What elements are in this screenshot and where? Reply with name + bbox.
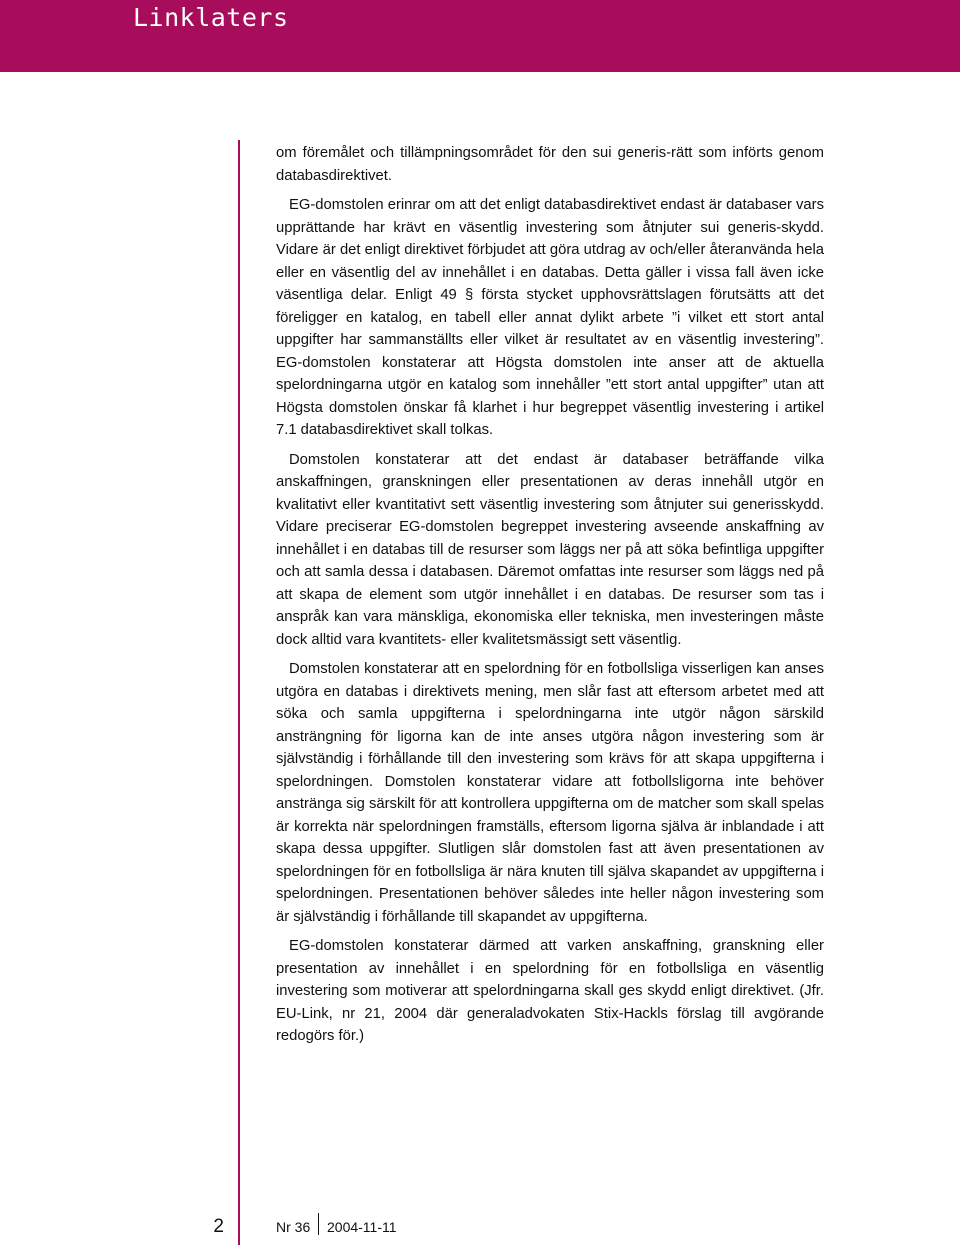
page-number: 2: [213, 1216, 224, 1237]
article-body: [276, 142, 824, 1055]
issue-number: Nr 36: [276, 1219, 311, 1235]
paragraph-3: Domstolen konstaterar att det endast är databaser beträffande vilka anskaffningen, granskningen eller presentationen av deras innehåll utgör en kvalitativt eller kvantitativt sett väsentlig investering som åtnjuter sui generisskydd. Vidare preciserar EG-domstolen begreppet investering avseende anskaffning av innehållet i en databas till de resurser som läggs ner på att söka befintliga uppgifter och att samla dessa i databasen. Däremot omfattas inte resurser som läggs ned på att skapa de element som utgör innehållet i en databas. De resurser som tas i anspråk kan vara mänskliga, ekonomiska eller tekniska, men investeringen måste dock alltid vara kvantitets- eller kvalitetsmässigt sett väsentlig.: [276, 451, 824, 648]
paragraph-5: EG-domstolen konstaterar därmed att varken anskaffning, granskning eller presentation av innehållet i en spelordning för en fotbollsliga en väsentlig investering som motiverar att spelordningarna skall ges skydd enligt direktivet. (Jfr. EU-Link, nr 21, 2004 där generaladvokaten Stix-Hackls förslag till avgörande redogörs för.): [276, 938, 824, 1044]
paragraph-4: Domstolen konstaterar att en spelordning för en fotbollsliga visserligen kan anses utgöra en databas i direktivets mening, men slår fast att eftersom arbetet med att söka och samla uppgifterna i spelordningarna inte utgör någon särskild ansträngning för ligorna kan de inte anses utgöra någon investering som är självständig i förhållande till den investering som krävs för att skapa uppgifterna i spelordningen. Domstolen konstaterar vidare att fotbollsligorna inte behöver anstränga sig särskilt för att kontrollera uppgifterna om de matcher som skall spelas är korrekta när spelordningen framställs, eftersom ligorna själva är inblandade i att skapa dessa uppgifter. Slutligen slår domstolen fast att även presentationen av spelordningen för en fotbollsliga är nära knuten till själva skapandet av uppgifterna i spelordningen. Presentationen behöver således inte heller någon investering som är självständig i förhållande till skapandet av uppgifterna.: [276, 661, 824, 925]
paragraph-1: om föremålet och tillämpningsområdet för den sui generis-rätt som införts genom databasdirektivet.: [276, 145, 824, 184]
header-band: [0, 0, 960, 72]
issue-date: 2004-11-11: [327, 1219, 397, 1235]
footer-divider: [318, 1213, 319, 1235]
brand-logo: Linklaters: [133, 3, 289, 32]
margin-rule: [238, 140, 240, 1245]
paragraph-2: EG-domstolen erinrar om att det enligt databasdirektivet endast är databaser vars upprättande har krävt en väsentlig investering som åtnjuter sui generis-skydd. Vidare är det enligt direktivet förbjudet att göra utdrag av och/eller återanvända hela eller en väsentlig del av innehållet i en databas. Detta gäller i vissa fall även icke väsentliga delar. Enligt 49 § första stycket upphovsrättslagen förutsätts att det föreligger en katalog, en tabell eller annat dylikt arbete ”i vilket ett stort antal uppgifter har sammanställts eller vilket är resultatet av en väsentlig investering”. EG-domstolen konstaterar att Högsta domstolen inte anser att de aktuella spelordningarna utgör en katalog som innehåller ”ett stort antal uppgifter” utan att Högsta domstolen önskar få klarhet i hur begreppet väsentlig investering i artikel 7.1 databasdirektivet skall tolkas.: [276, 197, 824, 438]
